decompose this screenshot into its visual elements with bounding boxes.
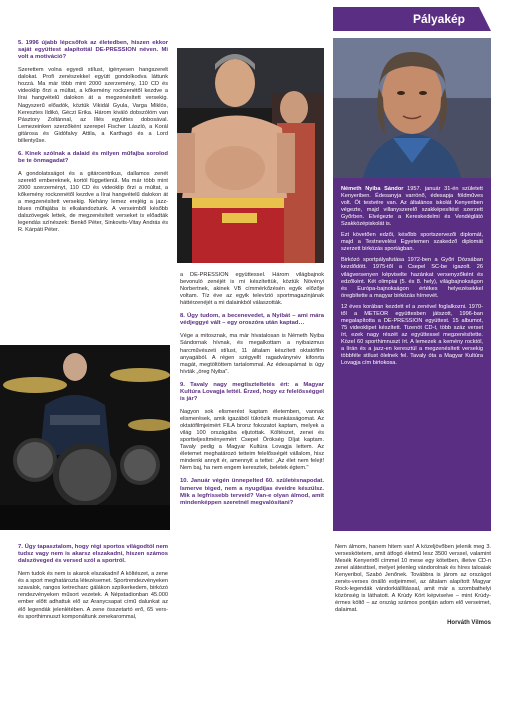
answer-6-continued: a DE-PRESSION együttessel. Három világbajnok bevonuló zenéjét is mi készítettük, köztük Növényi Norbertnek, akinek VB címmérkőzésén egyik előzője voltam. Tíz éve az egyik televízió sportmagazinjának háttérzenéjét a mi dalainkból válaszották. — [180, 272, 324, 307]
bio-paragraph-3: Birkózó sportpályafutása 1972-ben a Győri Dózsában kezdődött. 1975-től a Csepel SC-be igazolt. 26 világversenyen képviselte hazánkat versenyzőként és edzőként. Két olimpiai (5. és 8. hely), világbajnokságon és Európa-bajnokságon értékes helyezésekkel öregbítette a magyar birkózás hírnevét. — [341, 257, 483, 299]
section-header-band — [333, 7, 491, 31]
biography-sidebar — [333, 178, 491, 531]
right-column-bottom — [335, 544, 491, 628]
question-9: 9. Tavaly nagy megtiszteltetés ért: a Magyar Kultúra Lovagja lettél. Érzed, hogy ez felelősséggel is jár? — [180, 381, 324, 402]
header-band-corner — [479, 7, 491, 31]
bio-intro: 1957. január 31-én született Kenyeriben. Édesanyja varrónő, édesapja földműves volt. Öt testvére van. Az általános iskolát Kenyeriben végezte, majd villanyszerelő szakképesítést szerzett Győrben. Elvégezte a Kereskedelmi és Vendéglátó Szakközépiskolát is. — [341, 186, 483, 228]
middle-column — [180, 272, 324, 513]
question-6: 6. Kinek szólnak a dalaid és milyen műfajba sorolod be te önmagadat? — [18, 150, 168, 164]
question-10: 10. Január végén ünnepelted 60. születésnapodat. Ismerve téged, nem a nyugdíjas éveidre készülsz. Mik a legfrissebb terveid? Van-e olyan álmod, amit mindenképpen szeretnél megvalósítani? — [180, 478, 324, 506]
answer-10: Nem álmom, hanem hitem van! A közeljövőben jelenik meg 3. verseskötetem, amit átfogó életmű lesz 3500 verssel, valamint Mesék Kenyeriről címmel 10 mese egy kötetben, illetve CD-n zenei alátesttsel, melyet jelenleg vándorolnak és híres taloaiak Kenyeribol, Szabó Jenőnek. Továbbra is járom az országot zenés-verses önálló estjeimmel, az általam alapított Magyar Rock-legendák vándorkiállítással, amit már a szombathelyi közönség is láthatott. A Krúdy Kört képviselve – mint Krúdy-érmes költő – az ország számos pontján adom elő verseimet, dalaimat. — [335, 544, 491, 614]
answer-8: Vége a mitosznak, ma már hivatalosan is Németh Nyiba Sándornak hívnak, és megalkottam a nyibaizmus harcművészeti stílust, 11 általam készített oktatófilm anyagából. A régen szégyellt ragadványnév kifonrta magát, megtöltöttem tartalommal. Az édesapámat is úgy hívták „öreg Nyiba". — [180, 333, 324, 375]
left-column-top — [18, 40, 168, 240]
author-signature: Horváth Vilmos — [447, 620, 491, 627]
section-title: Pályakép — [412, 12, 465, 26]
boxing-photo-graphic — [177, 48, 324, 263]
portrait-photo — [333, 38, 491, 178]
answer-5: Szerettem volna egyedi stílust, igényesen hangszerelt dalokat. Profi zenészekkel együtt gondolkodva láttunk hozzá. Ma már több mint 2000 szerzemény, 110 CD és videoklip őrzi a múltat, a kőkemény rockzenétől kezdve a lírai hangvételű dalokon át a megzenésített versekig. Nagyszerű előadók, köztük Vikidál Gyula, Varga Miklós, Keresztes Ildikó, Géczi Erika. Három kiváló dobszólóm van Pásztory Zoltánnal, az Illés együttes dobosával. Lemezeinken szerzőként szerepel Fischer László, a Korál gitárosa és Gidófalvy Attila, a Karthagó és a Lord billentyűse. — [18, 67, 168, 144]
answer-7: Nem tudok és nem is akarok elszakadni! A költészet, a zene és a sport meghatározta létezésemet. Sportrendezvényeken szavalok, rangos ketrecharc gálákon szpíkerkedem, birkózó rendezvényeken műsort vezetek. A Népstadionban 45.000 ember előtt adhattuk elő az Aranycsapat című dalunkat az élő legendák jelenlétében. A zene összetartó erő, 65 vers- és sporthimnuszt komponáltunk zenekarommal, — [18, 571, 168, 620]
answer-9: Nagyon sok elismerést kaptam életemben, vannak elismerések, amik igazából tükrözik munkásságomat. Az oktatófilmjeimért FILA bronz fokozatot kaptam, melyek a világ 100 országába eljutottak. Költészet, zenei és sportteljesítményemért Csepel Örökség Díjat kaptam. Tavaly pedig a Magyar Kultúra Lovagja lettem. Az életemet meghatározó tetteim felelősségét vállalom, hisz mindenki annyit ér, amennyit a tettei: „Az élet nem felejt! Nem baj, ha nem engem keresztek, beletek égtem." — [180, 408, 324, 472]
drummer-photo — [0, 345, 170, 530]
portrait-photo-graphic — [333, 38, 491, 178]
answer-6: A gondolatsságot és a gitárcentrikus, dallamos zenét szerető embereknek, kortól függetlenül. Ma már több mint 2000 szerzeményt, 110 CD és videoklip őrzi a múltat, a kőkemény rockzenétől kezdve a lírai hangvételű dalokon át a megzenésített versekig. Nehány lemez erejéig a jazz-blues műfajába is elkalandoztunk. A verseimből később dalszövegek lettek, de megzenésített verseket is előadták legendás színészek: Benkő Péter, Sinkovits-Vitay András és R. Kárpáti Péter. — [18, 170, 168, 234]
bio-paragraph-2: Ezt követően edzői, később sportszervezői diplomát, majd a Testnevelési Egyetemen szakedző diplomát szerzett birkózás sportágban. — [341, 232, 483, 253]
bio-paragraph-4: 12 éves korában kezdett el a zenével foglalkozni. 1970-től a METEOR együttesben játszott, 1996-ban megalapította a DE-PRESSION együttest. 15 albumot, 75 videoklipet készített. Tizenöt CD-t, több száz verset írt, ezek nagy részét az együttessel megzenésítette. Közel 60 sporthimnuszt írt. A lemezek a kemény rocktól, a lírán és a jazz-en keresztül a megzenésített versekig többféle stílust ölelnek fel. Tavaly óta a Magyar Kultúra Lovagja cím birtokosa. — [341, 303, 483, 367]
bio-paragraph-1 — [341, 186, 483, 228]
boxing-photo — [177, 48, 324, 263]
question-5: 5. 1996 újabb lépcsőfok az életedben, hiszen ekkor saját együttest alapítottál DE-PRESSION néven. Mi volt a motiváció? — [18, 40, 168, 61]
question-8: 8. Úgy tudom, a becenevedet, a Nyibát – ami mára védjeggyé vált – egy oroszóra után kaptad… — [180, 313, 324, 327]
question-7: 7. Úgy tapasztalom, hogy régi sportos világodtól nem tudsz vagy nem is akarsz elszakadni, hiszen számos dalszöveged és versed szól a sportról. — [18, 544, 168, 565]
left-column-bottom — [18, 544, 168, 627]
bio-name: Németh Nyiba Sándor — [341, 186, 404, 192]
drummer-photo-graphic — [0, 345, 170, 530]
